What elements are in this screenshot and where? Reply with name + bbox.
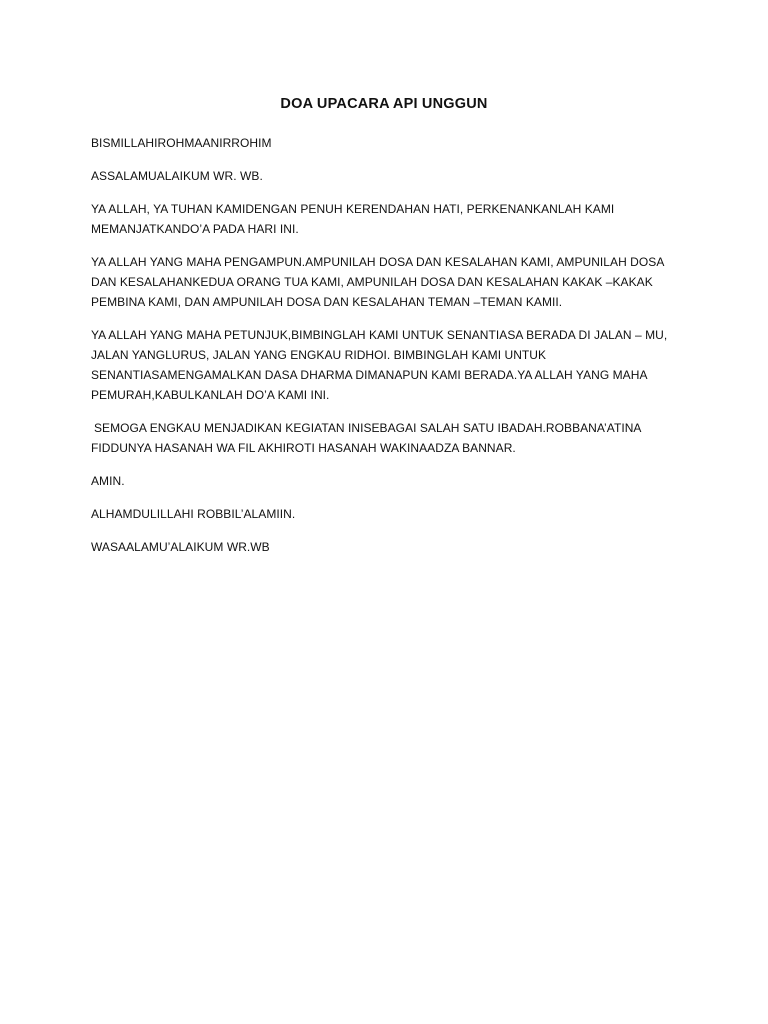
paragraph-guidance: YA ALLAH YANG MAHA PETUNJUK,BIMBINGLAH KAMI UNTUK SENANTIASA BERADA DI JALAN – MU, JALAN YANGLURUS, JALAN YANG ENGKAU RIDHOI. BIMBINGLAH KAMI UNTUK SENANTIASAMENGAMALKAN DASA DHARMA DIMANAPUN KAMI BERADA.YA ALLAH YANG MAHA PEMURAH,KABULKANLAH DO’A KAMI INI. [91, 328, 668, 402]
paragraph-prayer-intro: YA ALLAH, YA TUHAN KAMIDENGAN PENUH KERENDAHAN HATI, PERKENANKANLAH KAMI MEMANJATKANDO’A PADA HARI INI. [91, 202, 615, 236]
paragraph-salam-closing: WASAALAMU’ALAIKUM WR.WB [91, 540, 270, 554]
paragraph-bismillah: BISMILLAHIROHMAANIRROHIM [91, 136, 272, 150]
paragraph-hope: SEMOGA ENGKAU MENJADIKAN KEGIATAN INISEBAGAI SALAH SATU IBADAH.ROBBANA’ATINA FIDDUNYA HASANAH WA FIL AKHIROTI HASANAH WAKINAADZA BANNAR. [91, 421, 641, 455]
document-body [91, 133, 669, 570]
document-title: DOA UPACARA API UNGGUN [280, 96, 488, 112]
paragraph-salam-opening: ASSALAMUALAIKUM WR. WB. [91, 169, 263, 183]
paragraph-amin: AMIN. [91, 474, 125, 488]
paragraph-alhamdulillah: ALHAMDULILLAHI ROBBIL’ALAMIIN. [91, 507, 296, 521]
paragraph-forgiveness: YA ALLAH YANG MAHA PENGAMPUN.AMPUNILAH DOSA DAN KESALAHAN KAMI, AMPUNILAH DOSA DAN KESALAHANKEDUA ORANG TUA KAMI, AMPUNILAH DOSA DAN KESALAHAN KAKAK –KAKAK PEMBINA KAMI, DAN AMPUNILAH DOSA DAN KESALAHAN TEMAN –TEMAN KAMII. [91, 255, 664, 309]
